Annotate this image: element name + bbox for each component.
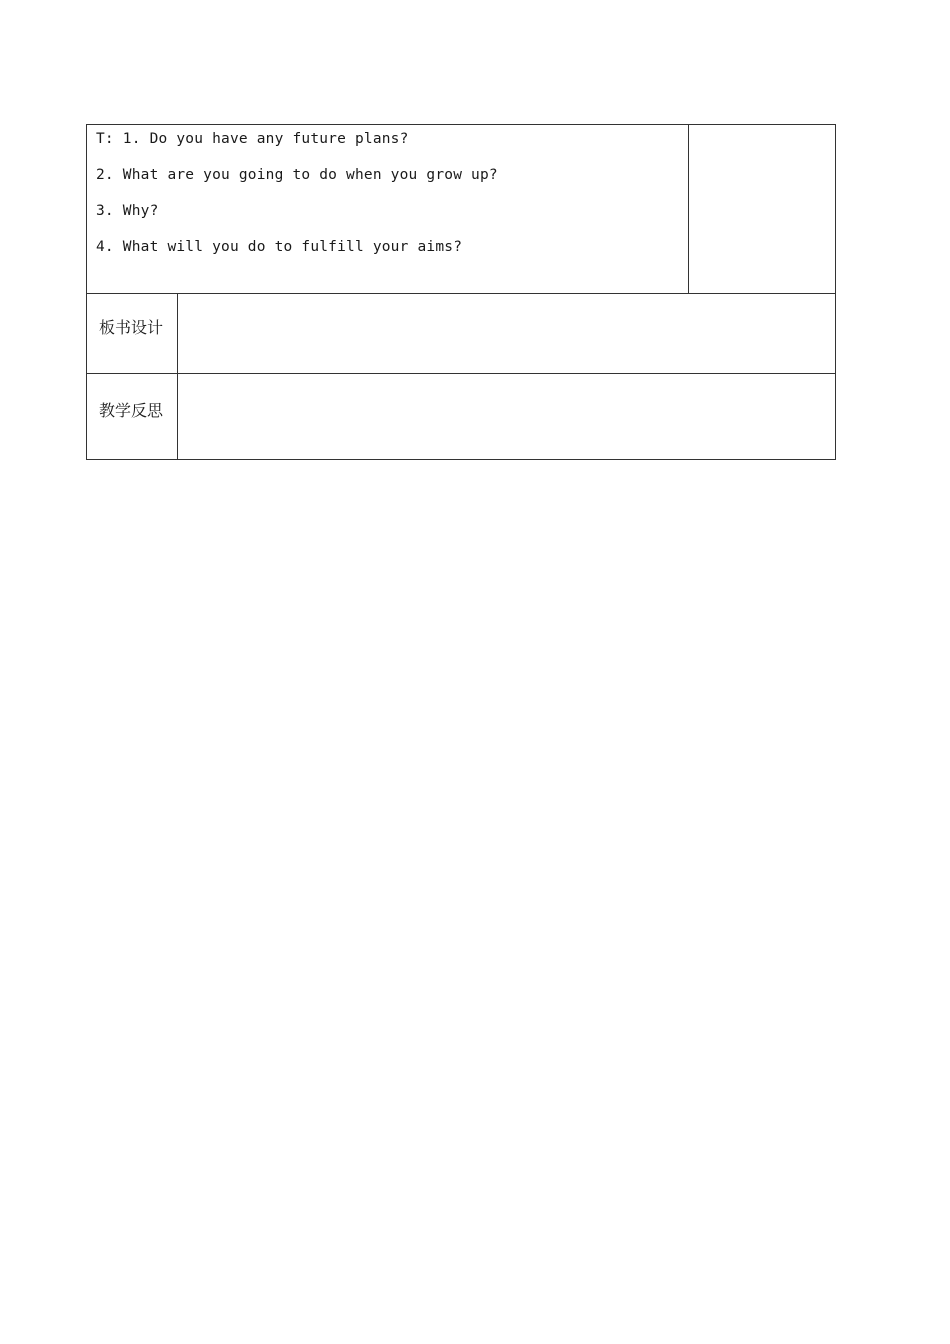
reflection-label-cell <box>87 374 178 459</box>
notes-cell <box>689 125 835 293</box>
teaching-reflection-row <box>87 374 835 459</box>
board-design-content <box>178 294 835 373</box>
questions-row <box>87 125 835 294</box>
question-line: 2. What are you going to do when you grow up? <box>96 167 498 183</box>
question-line: T: 1. Do you have any future plans? <box>96 131 409 147</box>
lesson-plan-table <box>86 124 836 460</box>
reflection-label: 教学反思 <box>99 401 164 420</box>
board-design-row <box>87 294 835 374</box>
question-line: 3. Why? <box>96 203 159 219</box>
question-line: 4. What will you do to fulfill your aims? <box>96 239 463 255</box>
questions-cell <box>87 125 689 293</box>
reflection-content <box>178 374 835 459</box>
board-design-label-cell <box>87 294 178 373</box>
board-design-label: 板书设计 <box>99 318 164 337</box>
